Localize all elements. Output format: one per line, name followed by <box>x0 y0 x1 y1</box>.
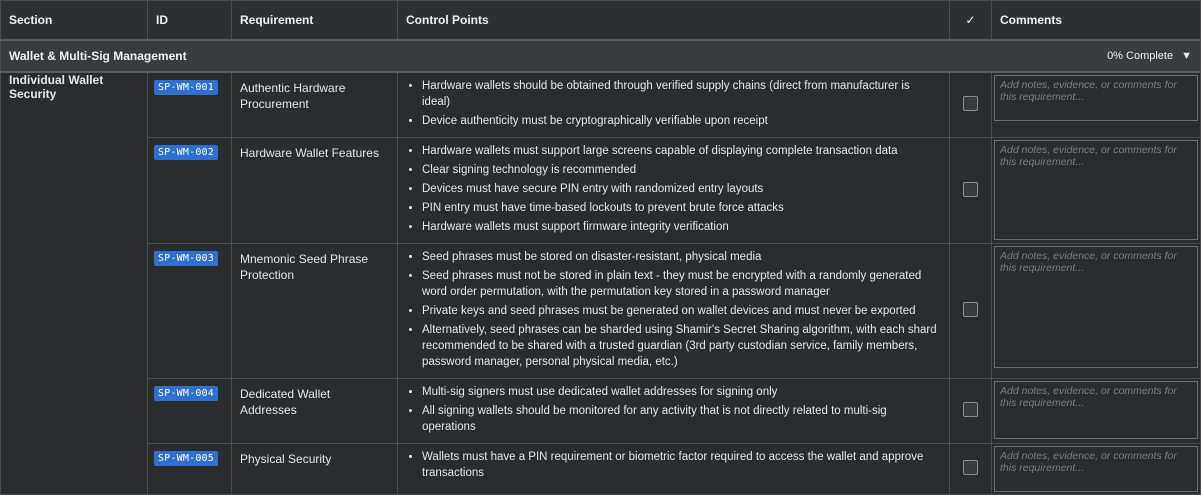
control-points <box>398 379 950 444</box>
column-header-section: Section <box>1 1 148 41</box>
comments-textarea[interactable]: Add notes, evidence, or comments for this requirement... <box>994 381 1198 439</box>
table-row <box>1 72 1201 138</box>
control-point: • Multi-sig signers must use dedicated wallet addresses for signing only <box>422 384 941 400</box>
group-title: Wallet & Multi-Sig Management <box>9 49 187 63</box>
requirement-name: Physical Security <box>232 444 398 495</box>
group-progress <box>1107 50 1192 62</box>
column-header-id: ID <box>148 1 232 41</box>
column-header-control-points: Control Points <box>398 1 950 41</box>
requirement-id-badge: SP-WM-002 <box>154 145 218 160</box>
collapse-caret-icon[interactable]: ▼ <box>1181 50 1192 62</box>
control-points <box>398 444 950 495</box>
complete-checkbox[interactable] <box>963 460 978 475</box>
control-points <box>398 244 950 379</box>
comments-textarea[interactable]: Add notes, evidence, or comments for this requirement... <box>994 140 1198 240</box>
control-point: • Alternatively, seed phrases can be sharded using Shamir's Secret Sharing algorithm, with each shard recommended to be shared with a trusted guardian (3rd party custodian service, family members, password manager, personal physical media, etc.) <box>422 322 941 370</box>
table-row <box>1 138 1201 244</box>
requirement-name: Hardware Wallet Features <box>232 138 398 244</box>
table-header-row <box>1 1 1201 41</box>
control-point: • PIN entry must have time-based lockouts to prevent brute force attacks <box>422 200 941 216</box>
complete-checkbox[interactable] <box>963 302 978 317</box>
control-point: • Hardware wallets must support large screens capable of displaying complete transaction data <box>422 143 941 159</box>
table-row <box>1 379 1201 444</box>
control-point: • Wallets must have a PIN requirement or biometric factor required to access the wallet and approve transactions <box>422 449 941 481</box>
subsection-label: Individual Wallet Security <box>1 72 148 495</box>
requirement-id-badge: SP-WM-004 <box>154 386 218 401</box>
complete-checkbox[interactable] <box>963 182 978 197</box>
requirement-name: Dedicated Wallet Addresses <box>232 379 398 444</box>
control-point: • Private keys and seed phrases must be generated on wallet devices and must never be exported <box>422 303 941 319</box>
control-point: • Device authenticity must be cryptographically verifiable upon receipt <box>422 113 941 129</box>
control-points <box>398 72 950 138</box>
control-point: • All signing wallets should be monitored for any activity that is not directly related to multi-sig operations <box>422 403 941 435</box>
comments-textarea[interactable]: Add notes, evidence, or comments for this requirement... <box>994 446 1198 492</box>
control-point: • Hardware wallets should be obtained through verified supply chains (direct from manufacturer is ideal) <box>422 78 941 110</box>
group-header-row[interactable] <box>1 40 1201 72</box>
requirement-name: Authentic Hardware Procurement <box>232 72 398 138</box>
control-points <box>398 138 950 244</box>
requirement-id-badge: SP-WM-003 <box>154 251 218 266</box>
control-point: • Seed phrases must not be stored in plain text - they must be encrypted with a randomly generated word order permutation, with the permutation key stored in a password manager <box>422 268 941 300</box>
requirement-id-badge: SP-WM-001 <box>154 80 218 95</box>
requirement-id-badge: SP-WM-005 <box>154 451 218 466</box>
group-progress-text: 0% Complete <box>1107 50 1174 62</box>
control-point: • Clear signing technology is recommended <box>422 162 941 178</box>
column-header-check: ✓ <box>950 1 992 41</box>
comments-textarea[interactable]: Add notes, evidence, or comments for this requirement... <box>994 246 1198 368</box>
comments-textarea[interactable]: Add notes, evidence, or comments for this requirement... <box>994 75 1198 121</box>
control-point: • Seed phrases must be stored on disaster-resistant, physical media <box>422 249 941 265</box>
control-point: • Devices must have secure PIN entry with randomized entry layouts <box>422 181 941 197</box>
column-header-comments: Comments <box>992 1 1201 41</box>
complete-checkbox[interactable] <box>963 96 978 111</box>
column-header-requirement: Requirement <box>232 1 398 41</box>
table-row <box>1 244 1201 379</box>
complete-checkbox[interactable] <box>963 402 978 417</box>
control-point: • Hardware wallets must support firmware integrity verification <box>422 219 941 235</box>
requirement-name: Mnemonic Seed Phrase Protection <box>232 244 398 379</box>
table-row <box>1 444 1201 495</box>
